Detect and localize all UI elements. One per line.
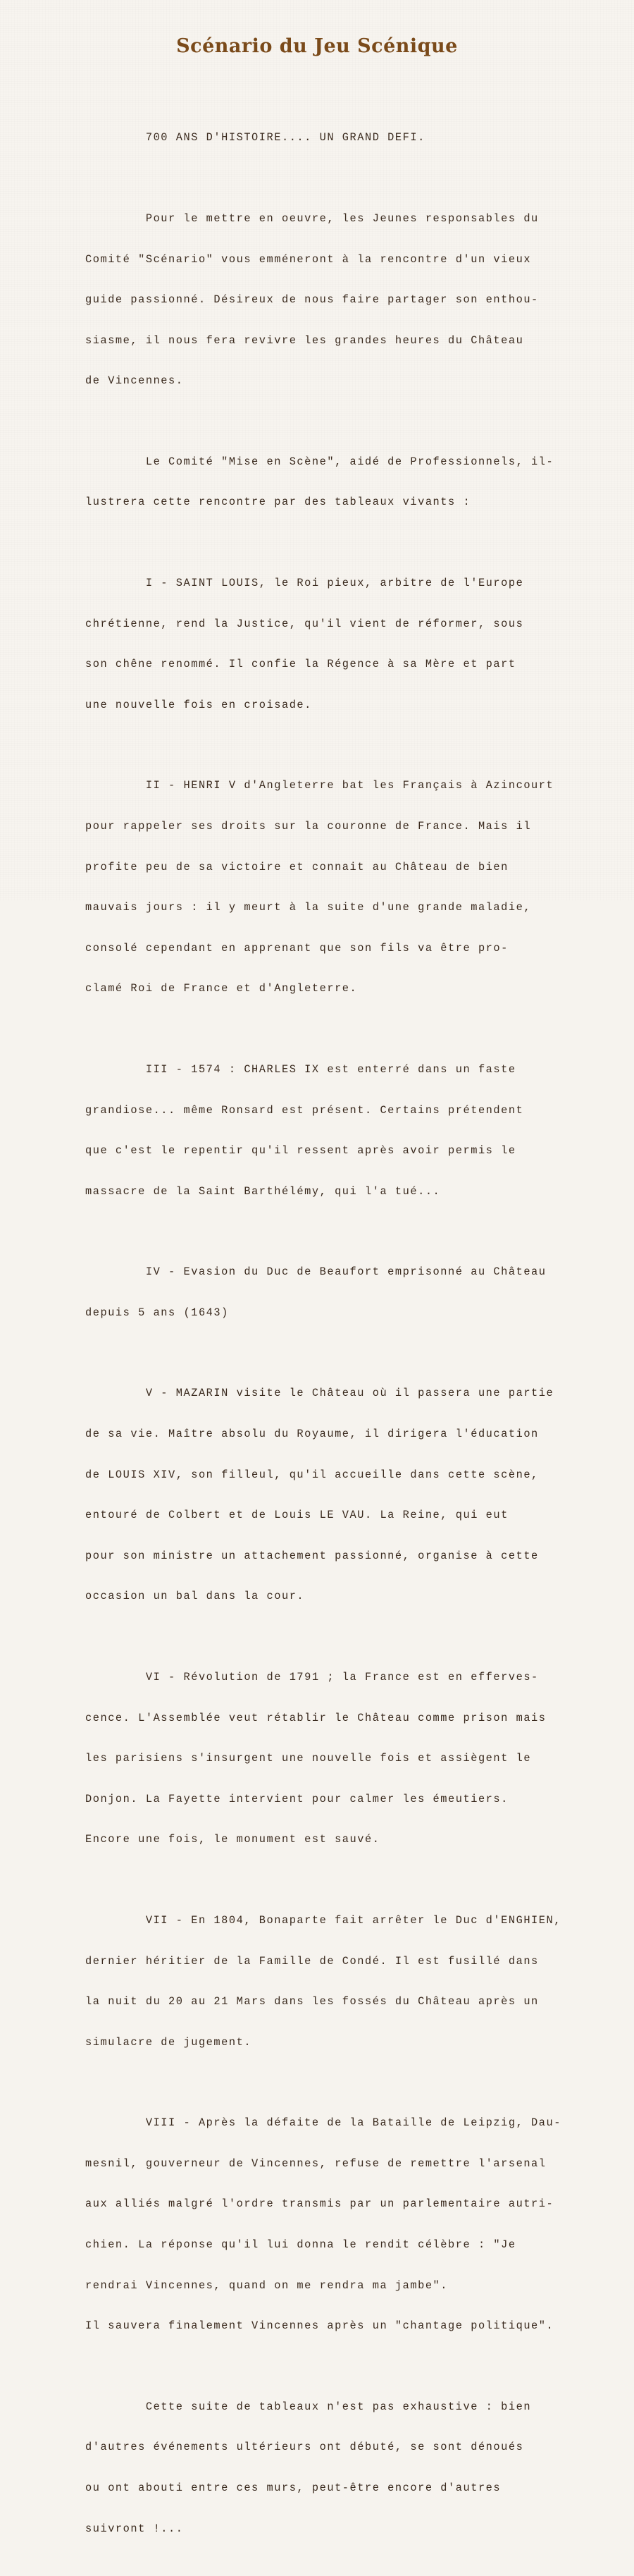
- paragraph-tableau-3: [85, 1036, 578, 1226]
- text-line: son chêne renommé. Il confie la Régence à sa Mère et part: [85, 658, 516, 671]
- text-line: chrétienne, rend la Justice, qu'il vient de réformer, sous: [85, 617, 524, 630]
- text-line: profite peu de sa victoire et connait au Château de bien: [85, 860, 509, 873]
- paragraph-conclusion: [85, 2373, 578, 2563]
- document-title: Scénario du Jeu Scénique: [176, 35, 458, 57]
- text-line: lustrera cette rencontre par des tableaux vivants :: [85, 496, 471, 509]
- text-line: grandiose... même Ronsard est présent. Certains prétendent: [85, 1103, 524, 1117]
- text-line: occasion un bal dans la cour.: [85, 1590, 305, 1603]
- paragraph-intro: [85, 185, 578, 415]
- text-line: V - MAZARIN visite le Château où il passera une partie: [85, 1387, 554, 1400]
- paragraph-intro-heading: [85, 104, 578, 172]
- text-line: de LOUIS XIV, son filleul, qu'il accueille dans cette scène,: [85, 1468, 539, 1481]
- paragraph-tableau-6: [85, 1644, 578, 1874]
- text-line: mauvais jours : il y meurt à la suite d'une grande maladie,: [85, 901, 532, 914]
- paragraph-tableau-4: [85, 1239, 578, 1347]
- text-line: rendrai Vincennes, quand on me rendra ma jambe".: [85, 2278, 449, 2292]
- text-line: la nuit du 20 au 21 Mars dans les fossés du Château après un: [85, 1995, 539, 2008]
- document-body: [85, 104, 578, 2576]
- text-line: cence. L'Assemblée veut rétablir le Château comme prison mais: [85, 1711, 547, 1724]
- text-line: VI - Révolution de 1791 ; la France est en efferves-: [85, 1670, 539, 1683]
- text-line: I - SAINT LOUIS, le Roi pieux, arbitre de l'Europe: [85, 577, 524, 589]
- text-line: les parisiens s'insurgent une nouvelle fois et assiègent le: [85, 1752, 532, 1765]
- text-line: III - 1574 : CHARLES IX est enterré dans un faste: [85, 1062, 516, 1076]
- paragraph-mise-en-scene: [85, 428, 578, 536]
- text-line: simulacre de jugement.: [85, 2035, 252, 2049]
- text-line: clamé Roi de France et d'Angleterre.: [85, 982, 358, 995]
- text-line: aux alliés malgré l'ordre transmis par un parlementaire autri-: [85, 2197, 554, 2211]
- text-line: guide passionné. Désireux de nous faire partager son enthou-: [85, 293, 539, 307]
- text-line: pour rappeler ses droits sur la couronne de France. Mais il: [85, 819, 532, 833]
- text-line: VIII - Après la défaite de la Bataille de Leipzig, Dau-: [85, 2116, 561, 2130]
- text-line: entouré de Colbert et de Louis LE VAU. La Reine, qui eut: [85, 1509, 509, 1522]
- text-line: VII - En 1804, Bonaparte fait arrêter le Duc d'ENGHIEN,: [85, 1913, 561, 1927]
- text-line: de sa vie. Maître absolu du Royaume, il dirigera l'éducation: [85, 1427, 539, 1440]
- text-line: suivront !...: [85, 2522, 184, 2535]
- text-line: chien. La réponse qu'il lui donna le rendit célèbre : "Je: [85, 2238, 516, 2252]
- text-line: Pour le mettre en oeuvre, les Jeunes responsables du: [85, 211, 539, 225]
- text-line: depuis 5 ans (1643): [85, 1306, 229, 1319]
- text-line: Le Comité "Mise en Scène", aidé de Professionnels, il-: [85, 455, 554, 468]
- text-line: dernier héritier de la Famille de Condé. Il est fusillé dans: [85, 1954, 539, 1968]
- text-line: II - HENRI V d'Angleterre bat les Français à Azincourt: [85, 779, 554, 792]
- text-line: Comité "Scénario" vous emméneront à la rencontre d'un vieux: [85, 252, 532, 266]
- text-line: massacre de la Saint Barthélémy, qui l'a tué...: [85, 1184, 441, 1198]
- text-line: que c'est le repentir qu'il ressent après avoir permis le: [85, 1144, 516, 1158]
- paragraph-tableau-1: [85, 550, 578, 740]
- paragraph-tableau-5: [85, 1360, 578, 1631]
- text-line: IV - Evasion du Duc de Beaufort emprisonné au Château: [85, 1265, 547, 1279]
- text-line: une nouvelle fois en croisade.: [85, 698, 312, 711]
- text-line: pour son ministre un attachement passionné, organise à cette: [85, 1549, 539, 1562]
- text-line: consolé cependant en apprenant que son fils va être pro-: [85, 941, 509, 955]
- text-line: Il sauvera finalement Vincennes après un "chantage politique".: [85, 2319, 554, 2333]
- text-line: d'autres événements ultérieurs ont débuté, se sont dénoués: [85, 2441, 524, 2454]
- text-line: Encore une fois, le monument est sauvé.: [85, 1833, 380, 1846]
- text-line: siasme, il nous fera revivre les grandes heures du Château: [85, 333, 524, 347]
- paragraph-tableau-8: [85, 2090, 578, 2360]
- paragraph-tableau-2: [85, 752, 578, 1023]
- text-line: Donjon. La Fayette intervient pour calmer les émeutiers.: [85, 1792, 509, 1805]
- text-line: de Vincennes.: [85, 374, 184, 388]
- text-line: mesnil, gouverneur de Vincennes, refuse de remettre l'arsenal: [85, 2157, 547, 2170]
- text-line: Cette suite de tableaux n'est pas exhaustive : bien: [85, 2400, 532, 2413]
- text-line: 700 ANS D'HISTOIRE.... UN GRAND DEFI.: [85, 131, 425, 145]
- text-line: ou ont abouti entre ces murs, peut-être encore d'autres: [85, 2482, 502, 2495]
- paragraph-tableau-7: [85, 1887, 578, 2076]
